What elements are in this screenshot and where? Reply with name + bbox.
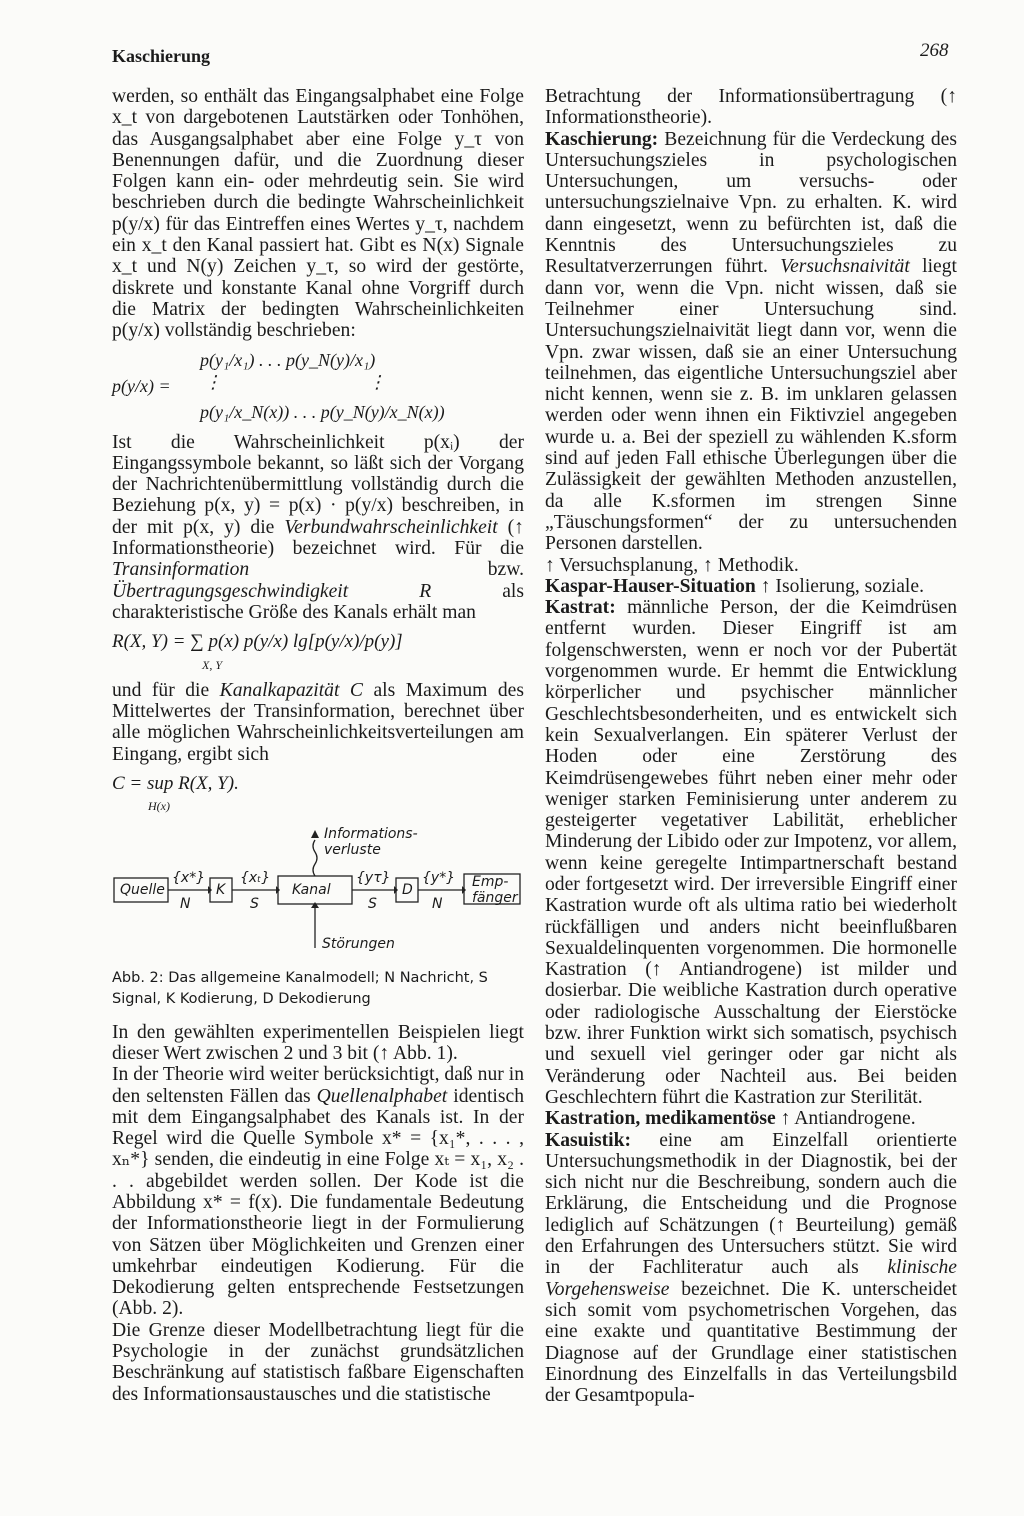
text: liegt dann vor, wenn die Vpn. nicht wissen, daß sie Teilnehmer einer Untersuchung sind. Untersuchungszielnaivität liegt dann vor, wenn die Vpn. zwar wissen, daß sie an einer Untersuchung teilnehmen, das eigentliche Untersuchungsziel aber nicht kennen, wenn sie z. B. im unklaren gelassen werden oder wenn ihnen ein Fiktivziel angegeben wurde u. a. Bei der speziell zu wählenden K.sform sind auf jeden Fall ethische Überlegungen über die Zulässigkeit der gewählten Methoden anzustellen, da alle K.sformen im strengen Sinne „Täuschungsformen“ der zu untersuchenden Personen darstellen. bbox=[545, 256, 957, 555]
text: als Maximum des Mittelwertes der Transinformation, berechnet über alle möglichen Wahrscheinlichkeitsverteilungen am Eingang, ergibt sich bbox=[112, 679, 524, 765]
probability-matrix bbox=[112, 348, 524, 428]
term-italic: Versuchsnaivität bbox=[780, 256, 910, 278]
label-x-star: {x*} bbox=[172, 869, 206, 886]
running-head: Kaschierung bbox=[112, 46, 211, 66]
paragraph bbox=[112, 680, 524, 765]
text: männliche Person, der die Keimdrüsen entfernt wurden. Dieser Eingriff ist am folgenschwersten, wenn er noch vor der Pubertät vorgenommen wurde. Er hemmt die Entwicklung körperlicher und psychischer männlicher Geschlechtsbesonderheiten, und es entwickelt sich kein Sexualverlangen. Ein späterer Verlust der Hoden oder eine Zerstörung des Keimdrüsengewebes führt neben einer mehr oder weniger starken Feminisierung unter anderem zu gesteigerter vegetativer Labilität, erheblicher Minderung der Libido oder zur Impotenz, vor allem, wenn keine geregelte Intimpartnerschaft bestand oder fortgesetzt wird. Der irreversible Eingriff einer Kastration wurde oft als ultima ratio bei wiederholt rückfälligen und anders nicht beeinflußbaren Sexualdelinquenten vorgenommen. Die hormonelle Kastration (↑ Antiandrogene) ist milder und dosierbar. Die weibliche Kastration durch operative oder radiologische Ausschaltung der Eierstöcke bzw. ihrer Funktion wirkt sich somatisch, psychisch und sexuell viel geringer oder gar nicht als Veränderung oder Nachteil aus. Bei beiden Geschlechtern führt die Kastration zur Sterilität. bbox=[545, 597, 957, 1108]
entry-kaschierung bbox=[545, 129, 957, 555]
label-s1: S bbox=[250, 895, 259, 912]
box-decoder: D bbox=[402, 881, 413, 898]
box-channel: Kanal bbox=[292, 881, 331, 898]
label-x-t: {xₜ} bbox=[240, 869, 271, 886]
paragraph: Betrachtung der Informationsübertragung (↑ Informationstheorie). bbox=[545, 86, 957, 129]
matrix-row-1: p(y₁/x₁) . . . p(y_N(y)/x₁) bbox=[200, 349, 376, 370]
label-information-loss: Informations- verluste bbox=[324, 825, 418, 858]
term-italic: Verbundwahrscheinlichkeit bbox=[284, 516, 498, 538]
text: Bezeichnung für die Verdeckung des Untersuchungszieles in psychologischen Untersuchungen, um versuchs- oder untersuchungszielnaive Vpn. zu erhalten. K. wird dann eingesetzt, wenn zu befürchten ist, daß die Kenntnis des Untersuchungszieles zu Resultatverzerrungen führt. bbox=[545, 128, 957, 278]
right-column bbox=[545, 86, 957, 1406]
entry-kaspar-hauser bbox=[545, 576, 957, 597]
paragraph: Die Grenze dieser Modellbetrachtung liegt für die Psychologie in der zunächst grundsätzlichen Beschränkung auf statistisch faßbare Eigenschaften des Informationsaustausches und die statistische bbox=[112, 1319, 524, 1405]
matrix-dots-left: ⋮ bbox=[204, 371, 222, 392]
paragraph: werden, so enthält das Eingangsalphabet eine Folge x_t von dargebotenen Lautstärken oder Tonhöhen, das Ausgangsalphabet aber eine Folge y_τ von Benennungen dafür, und die Zuordnung dieser Folgen kann ein- oder mehrdeutig sein. Sie wird beschrieben durch die bedingte Wahrscheinlichkeit p(y/x) für das Eintreffen eines Wertes y_τ, nachdem ein x_t den Kanal passiert hat. Gibt es N(x) Signale x_t und N(y) Zeichen y_τ, so wird der gestörte, diskrete und konstante Kanal ohne Vorgriff durch die Matrix der bedingten Wahrscheinlichkeiten p(y/x) vollständig beschrieben: bbox=[112, 86, 524, 342]
formula-subscript: X, Y bbox=[202, 657, 223, 672]
matrix-dots-right: ⋮ bbox=[368, 371, 386, 392]
term-italic: klinische Vorgehensweise bbox=[545, 1257, 957, 1300]
formula-capacity: C = sup R(X, Y). bbox=[112, 773, 239, 795]
entry-term: Kaschierung: bbox=[545, 128, 659, 150]
entry-term: Kastration, medikamentöse bbox=[545, 1108, 776, 1130]
text: und für die bbox=[112, 679, 220, 701]
entry-kasuistik bbox=[545, 1130, 957, 1407]
page-number: 268 bbox=[920, 40, 949, 61]
text: bzw. bbox=[249, 559, 524, 581]
label-y-star: {y*} bbox=[422, 869, 456, 886]
paragraph bbox=[112, 432, 524, 624]
term-italic: Quellenalphabet bbox=[316, 1085, 448, 1107]
term-italic: Transinformation bbox=[112, 559, 250, 581]
text: eine am Einzelfall orientierte Untersuchungsmethodik in der Diagnostik, bei der sich nicht nur die Beschreibung, sondern auch die Erklärung, die Entscheidung und die Prognose lediglich auf Schätzungen (↑ Beurteilung) gemäß den Erfahrungen des Untersuchers stützt. Sie wird in der Fachliteratur auch als bbox=[545, 1129, 957, 1279]
label-n2: N bbox=[432, 895, 443, 912]
entry-kastrat bbox=[545, 597, 957, 1108]
term-italic: Übertragungsgeschwindigkeit R bbox=[112, 580, 432, 602]
cross-references: ↑ Versuchsplanung, ↑ Methodik. bbox=[545, 554, 799, 576]
label-disturbances: Störungen bbox=[322, 935, 395, 952]
matrix-lhs: p(y/x) = bbox=[112, 375, 171, 396]
label-n1: N bbox=[180, 895, 191, 912]
formula-subscript: H(x) bbox=[148, 799, 170, 814]
left-column bbox=[112, 86, 524, 1405]
text: ↑ Antiandrogene. bbox=[775, 1108, 916, 1130]
entry-kastration-medikamentoese bbox=[545, 1108, 957, 1129]
box-receiver: Emp- fänger bbox=[472, 873, 518, 906]
matrix-row-2: p(y₁/x_N(x)) . . . p(y_N(y)/x_N(x)) bbox=[200, 401, 445, 422]
text: identisch mit dem Eingangsalphabet des Kanals ist. In der Regel wird die Quelle Symbole x* = {x₁*, . . . , xₙ*} senden, die eindeutig in eine Folge xₜ = x₁, x₂ . . . abgebildet werden sollen. Der Kode ist die Abbildung x* = f(x). Die fundamentale Bedeutung der Informationstheorie liegt in der Formulierung von Sätzen über Möglichkeiten und Grenzen einer umkehrbar eindeutigen Kodierung. Für die Dekodierung gelten entsprechende Festsetzungen (Abb. 2). bbox=[112, 1085, 524, 1320]
term-italic: Kanalkapazität C bbox=[219, 679, 363, 701]
entry-term: Kastrat: bbox=[545, 597, 616, 619]
label-y-t: {yτ} bbox=[356, 869, 391, 886]
text: In der Theorie wird weiter berücksichtigt, daß nur in den seltensten Fällen das bbox=[112, 1064, 524, 1107]
text: als charakteristische Größe des Kanals erhält man bbox=[112, 580, 524, 623]
entry-term: Kaspar-Hauser-Situation bbox=[545, 575, 756, 597]
entry-term: Kasuistik: bbox=[545, 1129, 632, 1151]
channel-model-diagram bbox=[112, 826, 524, 966]
text: (↑ Informationstheorie) bezeichnet wird. Für die bbox=[112, 516, 524, 560]
formula-transinformation: R(X, Y) = ∑ p(x) p(y/x) lg[p(y/x)/p(y)] bbox=[112, 631, 403, 653]
text: ↑ Isolierung, soziale. bbox=[755, 575, 924, 597]
text: bezeichnet. Die K. unterscheidet sich somit vom psychometrischen Vorgehen, das eine exakte und quantitative Bestimmung der Diagnose auf der Grundlage einer statistischen Einordnung des Einzelfalls in das Verteilungsbild der Gesamtpopula- bbox=[545, 1278, 957, 1407]
label-s2: S bbox=[368, 895, 377, 912]
box-source: Quelle bbox=[120, 881, 165, 898]
paragraph: In den gewählten experimentellen Beispielen liegt dieser Wert zwischen 2 und 3 bit (↑ Abb. 1). bbox=[112, 1021, 524, 1064]
text: Ist die Wahrscheinlichkeit p(xᵢ) der Eingangssymbole bekannt, so läßt sich der Vorgang der Nachrichtenübermittlung vollständig durch die Beziehung p(x, y) = p(x) · p(y/x) beschreiben, in der mit p(x, y) die bbox=[112, 431, 524, 538]
box-encoder: K bbox=[216, 881, 226, 898]
paragraph bbox=[112, 1064, 524, 1320]
figure-caption: Abb. 2: Das allgemeine Kanalmodell; N Nachricht, S Signal, K Kodierung, D Dekodierung bbox=[112, 969, 488, 1007]
